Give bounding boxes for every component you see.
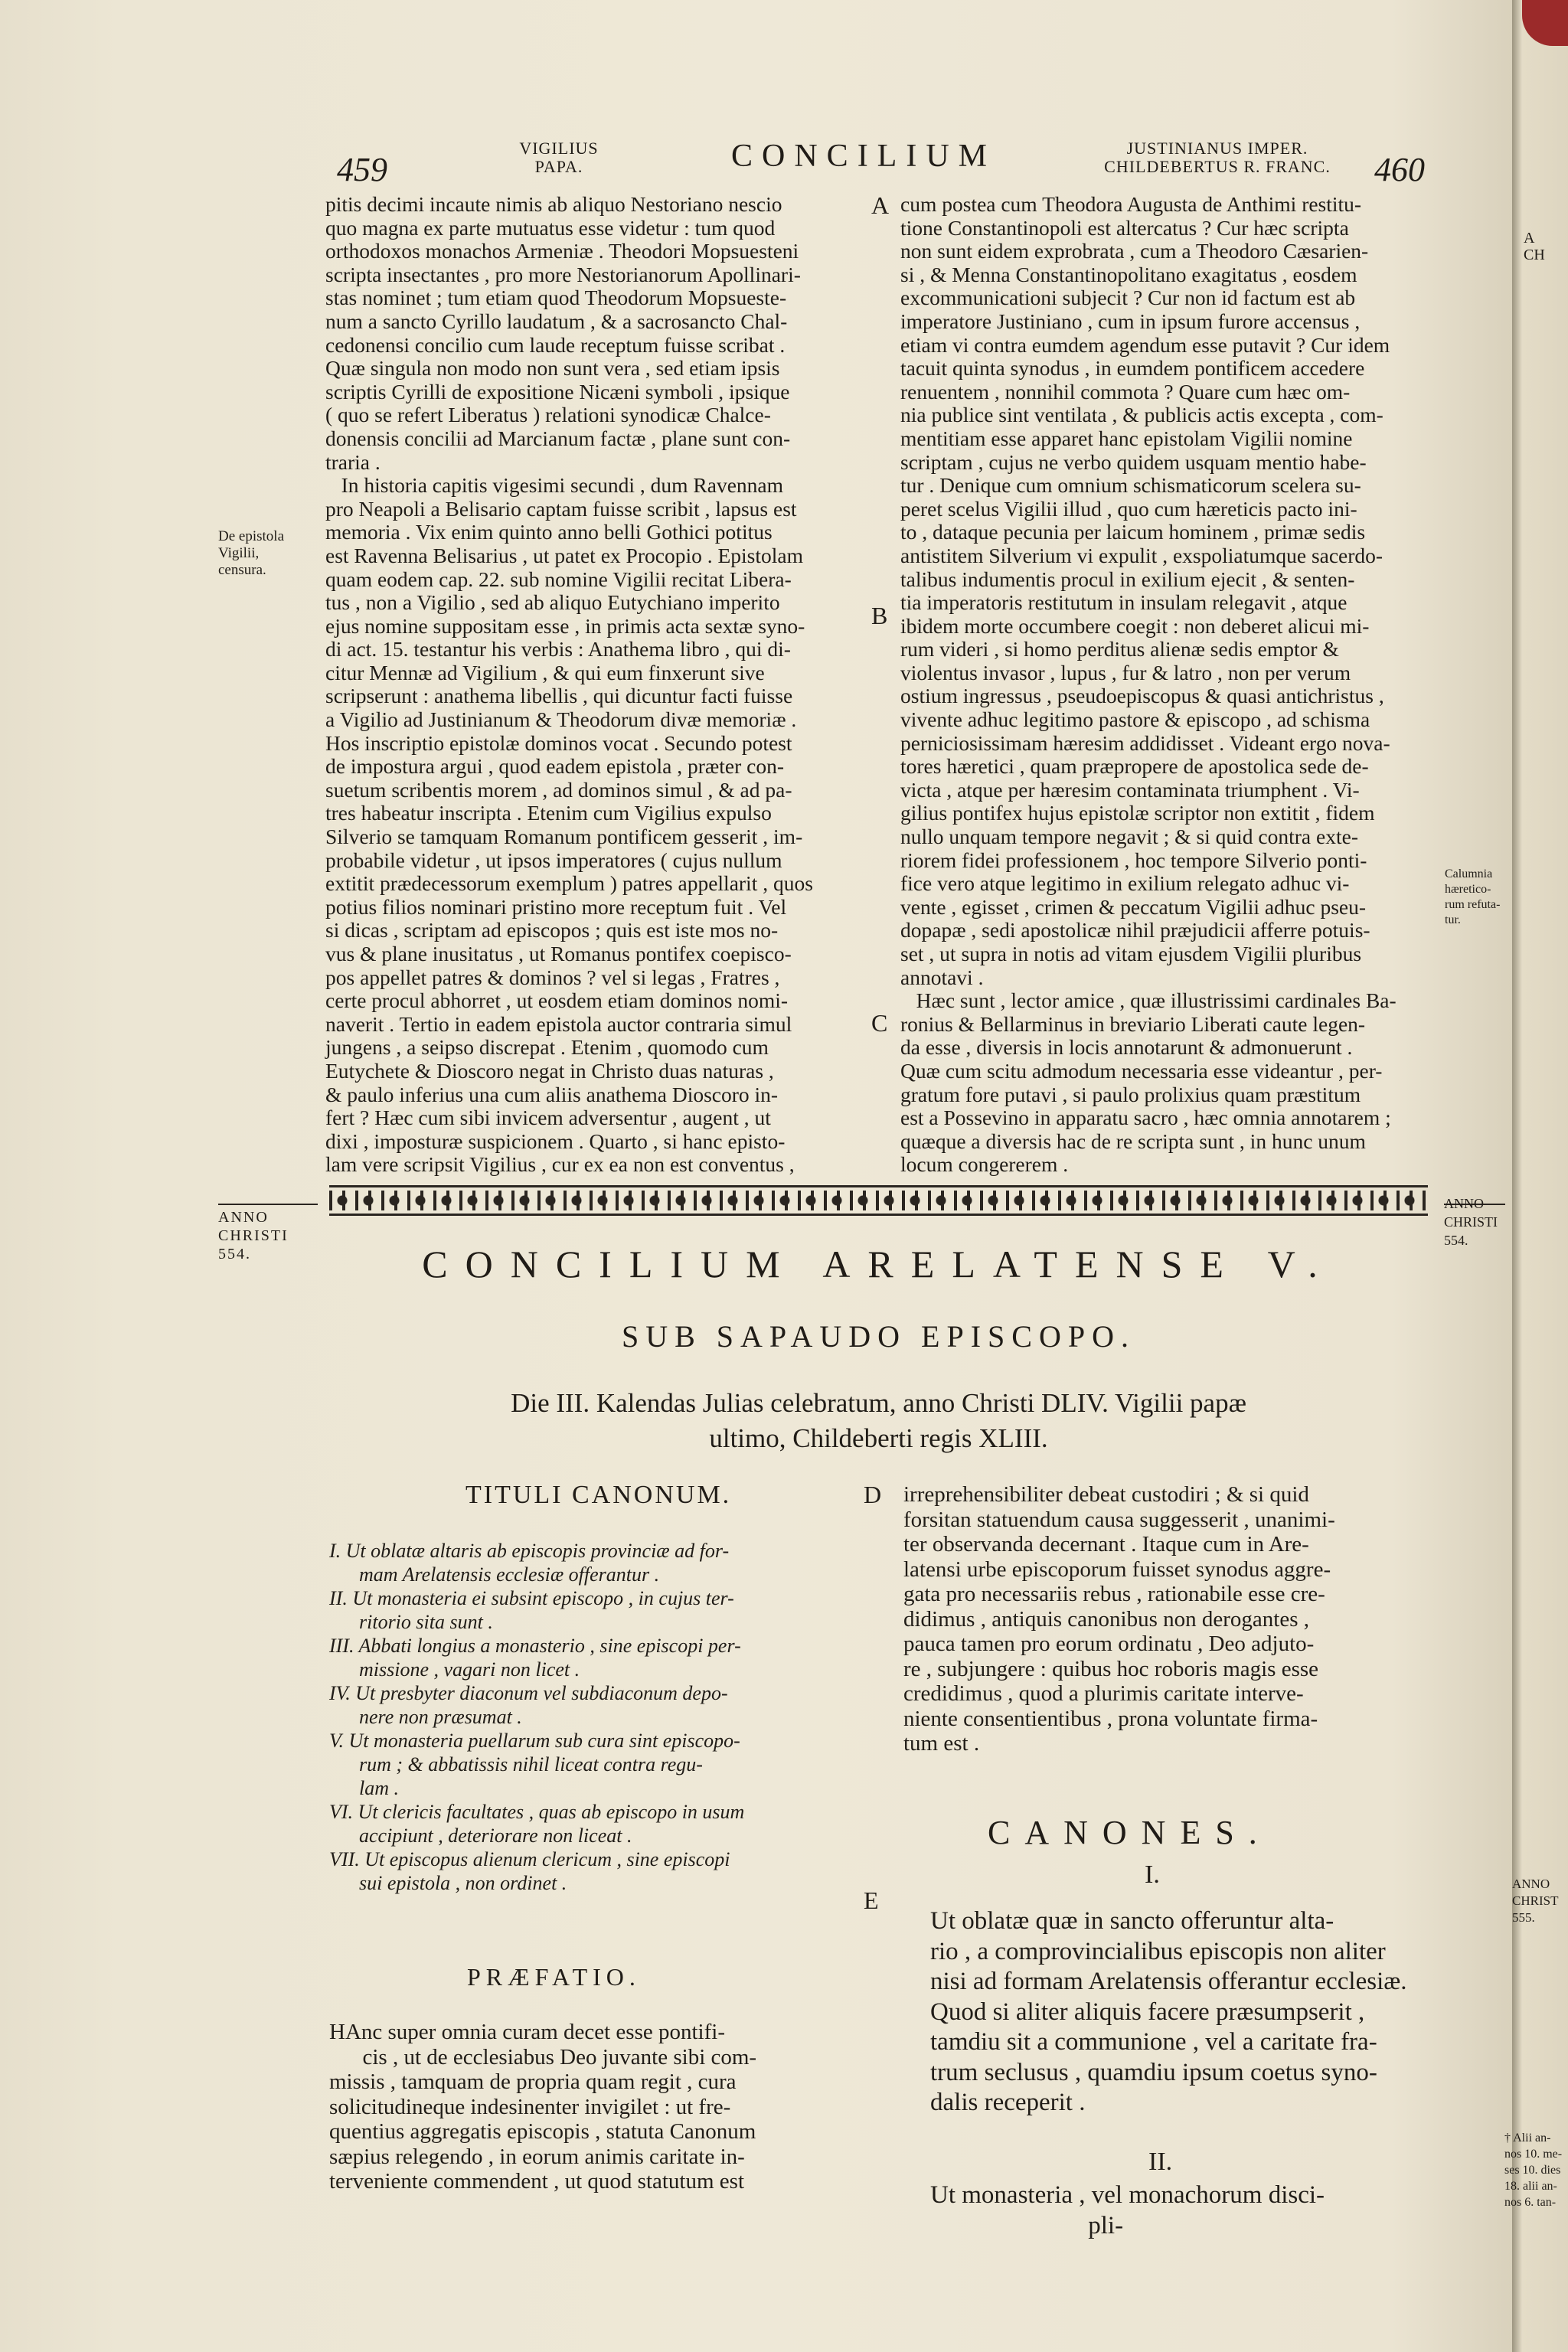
canon-1-number: I. [1145,1860,1160,1889]
anno-christi-right: ANNO CHRISTI 554. [1444,1196,1498,1248]
canon-2-text: Ut monasteria , vel monachorum disci- pli- [930,2181,1325,2239]
right-page-number: 460 [1374,151,1425,188]
anno-rule-left [218,1204,318,1205]
right-running-title: JUSTINIANUS IMPER. CHILDEBERTUS R. FRANC. [1104,139,1331,176]
next-page-edge [1512,0,1568,2352]
margin-letter-c: C [871,1009,888,1037]
margin-letter-b: B [871,602,888,629]
praefatio-heading: PRÆFATIO. [467,1963,641,1991]
canon-2-number: II. [1148,2148,1173,2176]
council-date-line: Die III. Kalendas Julias celebratum, anno Christi DLIV. Vigilii papæ ultimo, Childeberti regis XLIII. [511,1388,1246,1453]
council-subtitle: SUB SAPAUDO EPISCOPO. [621,1319,1135,1354]
margin-note-calumnia: Calumnia hæretico- rum refuta- tur. [1445,867,1501,926]
edge-footnote: † Alii an- nos 10. me- ses 10. dies 18. alii an- nos 6. tan- [1504,2132,1563,2209]
anno-christi-left: ANNO CHRISTI 554. [218,1209,289,1263]
praefatio-continuation: irreprehensibiliter debeat custodiri ; & si quid forsitan statuendum causa suggesserit , unanimi- ter observanda decernant . Itaque cum in Are- latensi urbe episcoporum fuisset synodus aggre- gata pro necessariis rebus , rationabile esse cre- didimus , antiquis canonibus non derogantes , pauca tamen pro eorum ordinatu , Deo adjuto- re , subjungere : quibus hoc roboris magis esse credidimus , quod a plurimis caritate interve- niente consentientibus , prona voluntate firma- tum est . [903,1482,1335,1756]
center-running-title: CONCILIUM [731,139,996,174]
left-page-number: 459 [337,151,387,188]
canon-1-text: Ut oblatæ quæ in sancto offeruntur alta- rio , a comprovincialibus episcopis non aliter nisi ad formam Arelatensis offerantur ecclesiæ. Quod si aliter aliquis facere præsumpserit , tamdiu sit a communione , vel a caritate fra- trum seclusus , quamdiu ipsum coetus syno- dalis receperit . [930,1907,1407,2116]
canones-heading: CANONES. [988,1814,1272,1851]
tituli-canonum-list: I. Ut oblatæ altaris ab episcopis provinciæ ad for- mam Arelatensis ecclesiæ offerantur . II. Ut monasteria ei subsint episcopo , in cujus ter- ritorio sita sunt . III. Abbati longius a monasterio , sine episcopi per- missione , vagari non licet . IV. Ut presbyter diaconum vel subdiaconum depo- nere non præsumat . V. Ut monasteria puellarum sub cura sint episcopo- rum ; & abbatissis nihil liceat contra regu- lam . VI. Ut clericis facultates , quas ab episcopo in usum accipiunt , deteriorare non liceat . VII. Ut episcopus alienum clericum , sine episcopi sui epistola , non ordinet . [329,1540,745,1894]
tituli-heading: TITULI CANONUM. [466,1481,732,1509]
edge-fragment: A CH [1524,230,1545,263]
praefatio-text: HAnc super omnia curam decet esse pontifi- cis , ut de ecclesiabus Deo juvante sibi com- missis , tamquam de propria quam regit , cura solicitudineque indesinenter invigilet : ut fre- quentius aggregatis episcopis , statuta Canonum sæpius relegendo , in eorum animis caritate in- terveniente commendent , ut quod statutum est [329,2020,757,2194]
margin-letter-e: E [864,1886,879,1914]
margin-letter-a: A [871,191,890,219]
council-title: CONCILIUM ARELATENSE V. [422,1243,1335,1285]
decorative-band [329,1185,1428,1216]
margin-letter-d: D [864,1481,882,1508]
upper-left-column: pitis decimi incaute nimis ab aliquo Nestoriano nescio quo magna ex parte mutuatus esse videtur : tum quod orthodoxos monachos Armeniæ . Theodori Mopsuesteni scripta insectantes , pro more Nestorianorum Apollinari- stas nominet ; tum etiam quod Theodorum Mopsueste- num a sancto Cyrillo laudatum , & a sacrosancto Chal- cedonensi concilio cum laude receptum fuisse scribat . Quæ singula non modo non sunt vera , sed etiam ipsis scriptis Cyrilli de expositione Nicæni symboli , ipsique ( quo se refert Liberatus ) relationi synodicæ Chalce- donensis concilii ad Marcianum factæ , plane sunt con- traria . In historia capitis vigesimi secundi , dum Ravennam pro Neapoli a Belisario captam fuisse scribit , lapsus est memoria . Vix enim quinto anno belli Gothici potitus est Ravenna Belisarius , ut patet ex Procopio . Epistolam quam eodem cap. 22. sub nomine Vigilii recitat Libera- tus , non a Vigilio , sed ab aliquo Eutychiano imperito ejus nomine suppositam esse , in primis acta sextæ syno- di act. 15. testantur his verbis : Anathema libro , qui di- citur Mennæ ad Vigilium , & qui eum finxerunt sive scripserunt : anathema libellis , qui dicuntur facti fuisse a Vigilio ad Justinianum & Theodorum divæ memoriæ . Hos inscriptio epistolæ dominos vocat . Secundo potest de impostura argui , quod eadem epistola , præter con- suetum scribentis morem , ad dominos simul , & ad pa- tres habeatur inscripta . Etenim cum Vigilius expulso Silverio se tamquam Romanum pontificem gesserit , im- probabile videtur , ut ipsos imperatores ( cujus nullum extitit prædecessorum exemplum ) patres appellarit , quos potius filios nominari pristino more receptum fuit . Vel si dicas , scriptam ad episcopos ; quis est iste mos no- vus & plane inusitatus , ut Romanus pontifex coepisco- pos appellet patres & dominos ? vel si legas , Fratres , certe procul abhorret , ut eosdem etiam dominos nomi- naverit . Tertio in eadem epistola auctor contraria simul jungens , a seipso discrepat . Etenim , quomodo cum Eutychete & Dioscoro negat in Christo duas naturas , & paulo inferius una cum aliis anathema Dioscoro in- fert ? Hæc cum sibi invicem adversentur , augent , ut dixi , imposturæ suspicionem . Quarto , si hanc episto- lam vere scripsit Vigilius , cur ex ea non est conventus , [325,192,813,1177]
upper-right-column: cum postea cum Theodora Augusta de Anthimi restitu- tione Constantinopoli est altercatus ? Cur hæc scripta non sunt eidem exprobrata , cum a Theodoro Cæsarien- si , & Menna Constantinopolitano exagitatus , eosdem excommunicationi subjecit ? Cur non id factum est ab imperatore Justiniano , cum in ipsum furore accensus , etiam vi contra eumdem agendum esse putavit ? Cur idem tacuit quinta synodus , in eumdem pontificem accedere renuentem , nonnihil commota ? Quare cum hæc om- nia publice sint ventilata , & publicis actis excepta , com- mentitiam esse apparet hanc epistolam Vigilii nomine scriptam , cujus ne verbo quidem usquam mentio habe- tur . Denique cum omnium schismaticorum scelera su- peret scelus Vigilii illud , quo cum hæreticis pacto ini- to , dataque pecunia per laicum hominem , primæ sedis antistitem Silverium vi expulit , exspoliatumque sacerdo- talibus indumentis procul in exilium ejecit , & senten- tia imperatoris restitutum in insulam relegavit , atque ibidem morte occumbere coegit : non deberet alicui mi- rum videri , si homo perditus alienæ sedis emptor & violentus invasor , lupus , fur & latro , non per verum ostium ingressus , pseudoepiscopus & quasi antichristus , vivente adhuc legitimo pastore & episcopo , ad schisma perniciosissimam hæresim addidisset . Videant ergo nova- tores hæretici , quam præpropere de apostolica sede de- victa , atque per hæresim contaminata triumphent . Vi- gilius pontifex hujus epistolæ scriptor non extitit , fidem nullo unquam tempore negavit ; & si quid contra exte- riorem fidei professionem , hoc tempore Silverio ponti- fice vero atque legitimo in exilium relegato adhuc vi- vente , egisset , crimen & peccatum Vigilii adhuc pseu- dopapæ , sedi apostolicæ nihil præjudicii afferre potuis- set , ut supra in notis ad vitam ejusdem Vigilii pluribus annotavi . Hæc sunt , lector amice , quæ illustrissimi cardinales Ba- ronius & Bellarminus in breviario Liberati caute legen- da esse , diversis in locis annotarunt & admonuerunt . Quæ cum scitu admodum necessaria esse videantur , per- gratum fore putavi , si paulo prolixius quam præstitum est a Possevino in apparatu sacro , hæc omnia annotarem ; quæque a diversis hac de re scripta sunt , in hunc unum locum congererem . [900,192,1396,1177]
left-running-title: VIGILIUS PAPA. [519,139,599,176]
margin-note-epistola: De epistola Vigilii, censura. [218,528,285,578]
edge-anno-christi: ANNO CHRIST 555. [1512,1877,1559,1925]
